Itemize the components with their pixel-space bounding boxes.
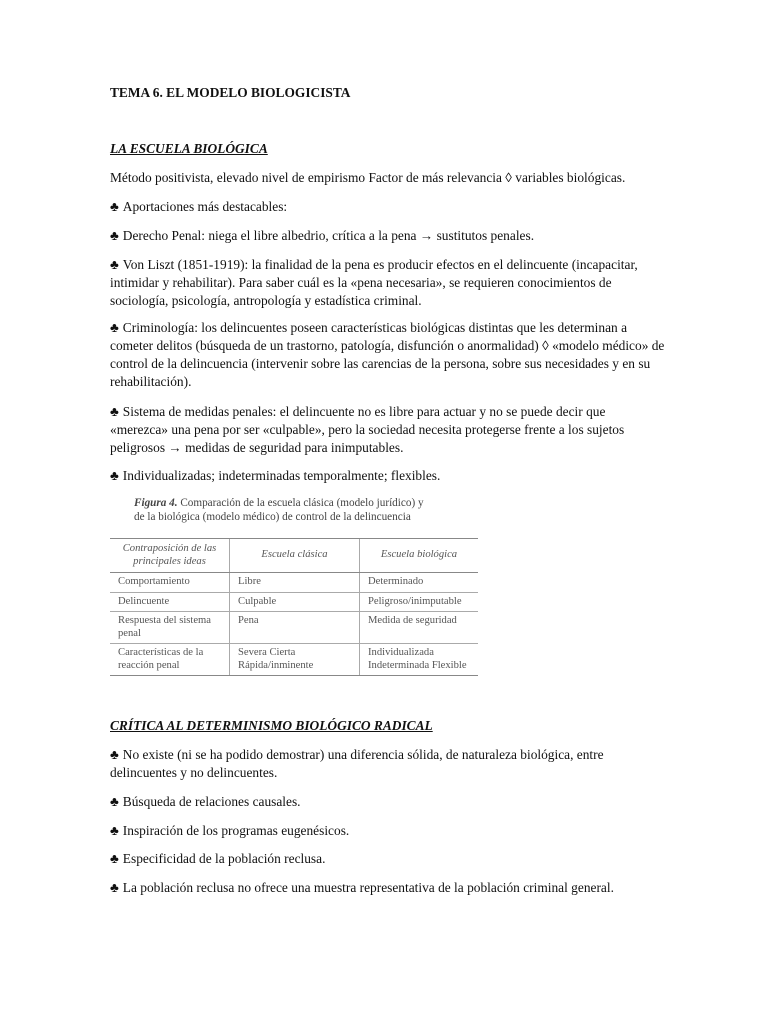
table-cell: Peligroso/inimputable bbox=[360, 592, 479, 612]
club-bullet-icon: ♣ bbox=[110, 747, 119, 762]
bullet-item bbox=[110, 793, 666, 811]
table-row bbox=[110, 573, 478, 593]
bullet-text: Individualizadas; indeterminadas temporalmente; flexibles. bbox=[122, 468, 441, 483]
bullet-text: Aportaciones más destacables: bbox=[122, 199, 288, 214]
club-bullet-icon: ♣ bbox=[110, 257, 119, 272]
figure-caption-line1: Comparación de la escuela clásica (modelo jurídico) y bbox=[180, 497, 424, 509]
table-cell: Medida de seguridad bbox=[360, 612, 479, 644]
bullet-item bbox=[110, 467, 666, 485]
club-bullet-icon: ♣ bbox=[110, 851, 119, 866]
intro-paragraph: Método positivista, elevado nivel de empirismo Factor de más relevancia ◊ variables biológicas. bbox=[110, 170, 626, 185]
bullet-text: Búsqueda de relaciones causales. bbox=[122, 794, 301, 809]
bullet-text: Especificidad de la población reclusa. bbox=[122, 851, 326, 866]
bullet-text: Criminología: los delincuentes poseen características biológicas distintas que les determinan a cometer delitos (búsqueda de un trastorno, patología, disfunción o anormalidad) ◊ «modelo médico» de control de la delincuencia (intervenir sobre las carencias de la persona, sobre sus necesidades y en su rehabilitación). bbox=[110, 320, 665, 389]
table-row bbox=[110, 644, 478, 676]
bullet-item bbox=[110, 256, 666, 310]
comparison-table bbox=[110, 538, 478, 676]
figure-caption-line2: de la biológica (modelo médico) de control de la delincuencia bbox=[134, 511, 411, 523]
table-cell: Pena bbox=[230, 612, 360, 644]
table-cell: Determinado bbox=[360, 573, 479, 593]
table-cell: Comportamiento bbox=[110, 573, 230, 593]
table-cell: Características de la reacción penal bbox=[110, 644, 230, 676]
club-bullet-icon: ♣ bbox=[110, 794, 119, 809]
figure-comparison-table bbox=[110, 493, 478, 699]
club-bullet-icon: ♣ bbox=[110, 228, 119, 243]
bullet-text: Inspiración de los programas eugenésicos. bbox=[122, 823, 350, 838]
document-title: TEMA 6. EL MODELO BIOLOGICISTA bbox=[110, 85, 351, 100]
table-cell: Delincuente bbox=[110, 592, 230, 612]
bullet-text: Von Liszt (1851-1919): la finalidad de la pena es producir efectos en el delincuente (incapacitar, intimidar y rehabilitar). Para saber cuál es la «pena necesaria», se requieren conocimientos de sociología, psicología, antropología y estadística criminal. bbox=[110, 257, 638, 308]
club-bullet-icon: ♣ bbox=[110, 320, 119, 335]
table-cell: Culpable bbox=[230, 592, 360, 612]
club-bullet-icon: ♣ bbox=[110, 880, 119, 895]
bullet-item bbox=[110, 879, 666, 897]
bullet-text: La población reclusa no ofrece una muestra representativa de la población criminal general. bbox=[122, 880, 614, 895]
club-bullet-icon: ♣ bbox=[110, 199, 119, 214]
bullet-item bbox=[110, 403, 666, 457]
table-cell: Severa Cierta Rápida/inminente bbox=[230, 644, 360, 676]
bullet-text: Derecho Penal: niega el libre albedrio, crítica a la pena → sustitutos penales. bbox=[122, 228, 535, 243]
table-header: Escuela biológica bbox=[360, 539, 479, 573]
bullet-item bbox=[110, 319, 666, 391]
figure-caption bbox=[134, 496, 424, 524]
bullet-item bbox=[110, 822, 666, 840]
bullet-text: Sistema de medidas penales: el delincuente no es libre para actuar y no se puede decir que «merezca» una pena por ser «culpable», pero la sociedad necesita protegerse frente a los sujetos peligrosos → medidas de seguridad para inimputables. bbox=[110, 404, 625, 455]
table-cell: Individualizada Indeterminada Flexible bbox=[360, 644, 479, 676]
table-cell: Respuesta del sistema penal bbox=[110, 612, 230, 644]
club-bullet-icon: ♣ bbox=[110, 404, 119, 419]
section-heading-escuela-biologica: LA ESCUELA BIOLÓGICA bbox=[110, 141, 268, 156]
table-header: Contraposición de las principales ideas bbox=[110, 539, 230, 573]
figure-label: Figura 4. bbox=[134, 497, 178, 509]
bullet-text: No existe (ni se ha podido demostrar) una diferencia sólida, de naturaleza biológica, entre delincuentes y no delincuentes. bbox=[110, 747, 604, 780]
table-cell: Libre bbox=[230, 573, 360, 593]
table-row bbox=[110, 612, 478, 644]
bullet-item bbox=[110, 227, 666, 245]
table-header-row bbox=[110, 539, 478, 573]
table-row bbox=[110, 592, 478, 612]
club-bullet-icon: ♣ bbox=[110, 468, 119, 483]
bullet-item bbox=[110, 746, 666, 782]
bullet-item bbox=[110, 850, 666, 868]
section-heading-critica: CRÍTICA AL DETERMINISMO BIOLÓGICO RADICAL bbox=[110, 718, 433, 733]
bullet-item bbox=[110, 198, 666, 216]
club-bullet-icon: ♣ bbox=[110, 823, 119, 838]
table-header: Escuela clásica bbox=[230, 539, 360, 573]
